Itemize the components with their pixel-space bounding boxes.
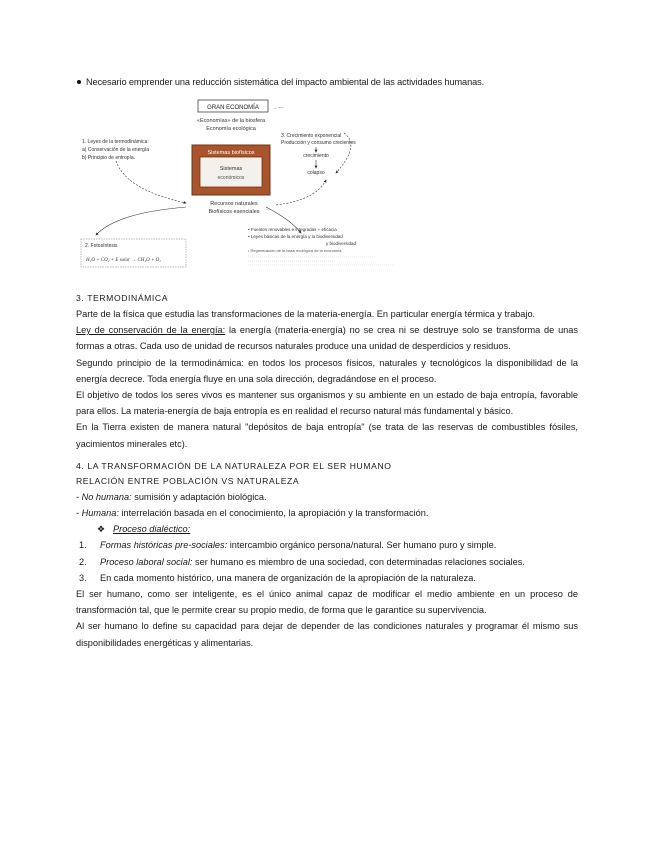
bottom-right-4: • Regeneración de la base ecológica de la economía bbox=[248, 248, 342, 253]
list-number: 1. bbox=[79, 540, 87, 551]
list-item bbox=[76, 537, 578, 553]
top-box-label: GRAN ECONOMÍA bbox=[207, 105, 259, 111]
section3-p5: En la Tierra existen de manera natural "depósitos de baja entropía" (se trata de las reservas de combustibles fósiles, yacimientos minerales etc). bbox=[76, 422, 578, 449]
top-caption-2: Economía ecológica bbox=[206, 126, 256, 132]
conservation-law-text: la energía (materia-energía) no se crea ni se destruye solo se transforma de unas formas a otras. Cada uso de unidad de recursos naturales produce una unidad de desperdicios y residuos. bbox=[76, 325, 578, 352]
no-humana-line bbox=[76, 489, 578, 505]
section3-p1: Parte de la física que estudia las transformaciones de la materia-energía. En particular energía térmica y trabajo. bbox=[76, 309, 536, 319]
section3-heading: 3. TERMODINÁMICA bbox=[76, 293, 169, 303]
proceso-title: Proceso dialéctico: bbox=[113, 524, 191, 535]
photosynthesis-formula: H₂O + CO₂ + E solar → CH₂O + O₂ bbox=[86, 258, 161, 263]
left-note-3: b) Principio de entropía. bbox=[82, 155, 136, 161]
list-item-label: Proceso laboral social: bbox=[100, 556, 193, 567]
list-item-label: Formas históricas pre-sociales: bbox=[100, 540, 228, 551]
list-item-text: En cada momento histórico, una manera de organización de la apropiación de la naturaleza. bbox=[100, 572, 476, 583]
list-number: 3. bbox=[79, 572, 87, 583]
bottom-caption-1: Recursos naturales bbox=[210, 201, 258, 207]
arrow-left-to-center bbox=[116, 161, 186, 203]
section4-final-p2: Al ser humano lo define su capacidad para dejar de depender de las condiciones naturales y programar él mismo sus disponibilidades energéticas y alimentarias. bbox=[76, 621, 578, 648]
top-arrow-text: → --- bbox=[272, 105, 284, 111]
inner-box-2: económicos bbox=[217, 175, 245, 181]
list-item bbox=[76, 554, 578, 570]
list-number: 2. bbox=[79, 556, 87, 567]
arrow-center-to-left bbox=[96, 207, 186, 235]
right-note-1: 3. Crecimiento exponencial bbox=[281, 133, 342, 139]
no-humana-label: - No humana: bbox=[76, 491, 132, 502]
bottom-right-3: y biodiversidad bbox=[326, 241, 357, 246]
humana-text: interrelación basada en el conocimiento, la apropiación y la transformación. bbox=[118, 508, 429, 519]
center-box-title: Sistemas biofísicos bbox=[207, 150, 255, 156]
bottom-caption-2: Biofísicos esenciales bbox=[208, 209, 260, 215]
intro-bullet bbox=[76, 77, 578, 87]
section3-p2 bbox=[76, 322, 578, 354]
section3-p3: Segundo principio de la termodinámica: en todos los procesos físicos, naturales y tecnológicos la disponibilidad de la energía decrece. Toda energía fluye en una sola dirección, degradándose en el proceso. bbox=[76, 357, 578, 384]
economic-systems-box bbox=[200, 157, 262, 187]
arrow-center-to-right bbox=[276, 180, 326, 205]
bullet-icon bbox=[77, 80, 81, 84]
humana-line bbox=[76, 505, 578, 521]
right-label-1: crecimiento bbox=[303, 153, 329, 159]
section4-final-p1: El ser humano, como ser inteligente, es el único animal capaz de modificar el medio ambiente en un proceso de transformación tal, que le permite crear su propio medio, de forma que le garantice su supervivencia. bbox=[76, 589, 578, 616]
left-note-1: 1. Leyes de la termodinámica: bbox=[82, 139, 149, 145]
economy-diagram bbox=[76, 95, 416, 275]
bottom-right-2: • Leyes básicas de la energía y la biodiversidad bbox=[248, 234, 343, 239]
proceso-heading bbox=[76, 521, 578, 537]
intro-bullet-text: Necesario emprender una reducción sistemática del impacto ambiental de las actividades humanas. bbox=[86, 77, 485, 87]
list-item-text: ser humano es miembro de una sociedad, con determinadas relaciones sociales. bbox=[192, 556, 525, 567]
left-note-2: a) Conservación de la energía bbox=[82, 147, 149, 153]
humana-label: - Humana: bbox=[76, 508, 119, 519]
section3-p4: El objetivo de todos los seres vivos es mantener sus organismos y su ambiente en un estado de baja entropía, favorable para ellos. La materia-energía de baja entropía es en realidad el recurso natural más fundamental y básico. bbox=[76, 390, 578, 417]
inner-box-1: Sistemas bbox=[219, 166, 243, 172]
main-content bbox=[76, 291, 578, 651]
conservation-law-label: Ley de conservación de la energía: bbox=[76, 325, 226, 336]
list-item bbox=[76, 570, 578, 586]
arrow-right-loop bbox=[336, 133, 351, 173]
section4-heading: 4. LA TRANSFORMACIÓN DE LA NATURALEZA POR EL SER HUMANO bbox=[76, 460, 392, 471]
right-label-2: colapso bbox=[307, 170, 325, 176]
list-item-text: intercambio orgánico persona/natural. Ser humano puro y simple. bbox=[227, 540, 497, 551]
right-note-2: Producción y consumo crecientes bbox=[281, 140, 356, 146]
top-caption-1: «Economías» de la biosfera bbox=[196, 118, 266, 124]
bottom-left-title: 2. Fotosíntesis bbox=[85, 243, 118, 249]
section4-subheading: RELACIÓN ENTRE POBLACIÓN VS NATURALEZA bbox=[76, 475, 300, 486]
diamond-bullet-icon: ❖ bbox=[97, 524, 106, 535]
bottom-right-1: • Fuentes renovables e integradas + eficacia bbox=[248, 227, 337, 232]
no-humana-text: sumisión y adaptación biológica. bbox=[131, 491, 267, 502]
